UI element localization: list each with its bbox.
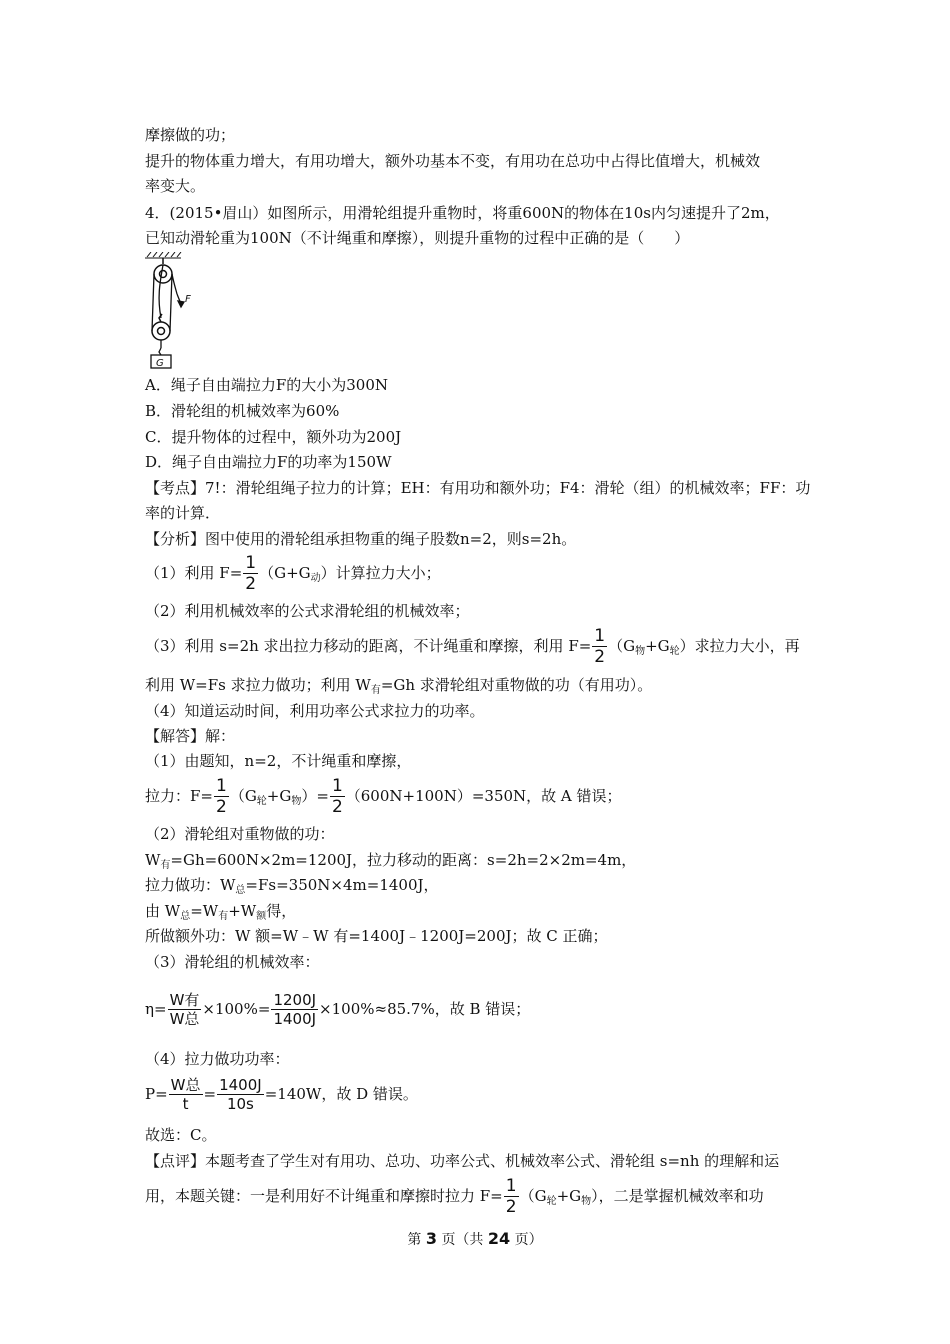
fixed-pulley (154, 258, 172, 283)
jieda-power-calc: P= $\frac{\text{W总}}{t}$ = $\frac{1400J}{10s}$ =140W，故 D 错误。 (145, 1076, 418, 1113)
dianping-line-1: 【点评】本题考查了学生对有用功、总功、功率公式、机械效率公式、滑轮组 s=nh 的理解和运 (145, 1152, 780, 1170)
line-3: 率变大。 (145, 177, 206, 195)
page-footer: 第 3 页（共 24 页） (407, 1229, 543, 1248)
fenxi-step-4: （4）知道运动时间，利用功率公式求拉力的功率。 (145, 702, 485, 720)
fraction-w-total-over-t: $\frac{\text{W总}}{t}$ (170, 1076, 201, 1113)
line-2: 提升的物体重力增大，有用功增大，额外功基本不变，有用功在总功中占得比值增大，机械效 (145, 152, 761, 170)
fraction-1400-over-10: $\frac{1400J}{10s}$ (219, 1076, 262, 1113)
kaodian-line-1: 【考点】7!：滑轮组绳子拉力的计算；EH：有用功和额外功；F4：滑轮（组）的机械效率；FF：功 (145, 479, 811, 497)
jieda-step-1: （1）由题知，n=2，不计绳重和摩擦， (145, 752, 412, 770)
fraction-half: $\frac{1}{2}$ (505, 1176, 517, 1217)
line-1: 摩擦做的功； (145, 126, 236, 144)
pulley-figure (143, 252, 198, 370)
jieda-total-work: 拉力做功：$W_总=Fs=350N\times 4m=1400J$， (145, 876, 439, 896)
jieda-step-4: （4）拉力做功功率： (145, 1050, 290, 1068)
fenxi-step-1: （1）利用 F= $\frac{1}{2}$ $(G+G_动)$计算拉力大小； (145, 553, 441, 594)
fraction-1200-over-1400: $\frac{1200J}{1400J}$ (273, 991, 317, 1028)
option-a: A．绳子自由端拉力F的大小为300N (145, 376, 388, 394)
fraction-w-useful-over-total: $\frac{\text{W有}}{\text{W总}}$ (169, 991, 200, 1028)
fenxi-step-3: （3）利用 s=2h 求出拉力移动的距离，不计绳重和摩擦，利用 F= $\frac{1}{2}$ $(G_物+G_轮)$求拉力大小，再 (145, 626, 800, 667)
jieda-efficiency-calc: η= $\frac{\text{W有}}{\text{W总}}$ ×100%= $\frac{1200J}{1400J}$ ×100%≈85.7%，故 B 错误； (145, 991, 531, 1028)
force-arrow (177, 294, 184, 307)
fenxi-step-2: （2）利用机械效率的公式求滑轮组的机械效率； (145, 602, 470, 620)
fenxi-heading: 【分析】图中使用的滑轮组承担物重的绳子股数n=2，则s=2h。 (145, 530, 577, 548)
answer-choice: 故选：C。 (145, 1126, 217, 1144)
fraction-half: $\frac{1}{2}$ (594, 626, 606, 667)
jieda-useful-work: $W_有=Gh=600N\times 2m=1200J$，拉力移动的距离：s=2h=2×2m=4m， (145, 851, 637, 871)
ropes (152, 265, 177, 331)
jieda-step-3: （3）滑轮组的机械效率： (145, 953, 320, 971)
weight-label: G (156, 358, 164, 369)
jieda-extra-work: 所做额外功：W 额=W﹣W 有=1400J﹣1200J=200J；故 C 正确； (145, 927, 608, 945)
jieda-step-2: （2）滑轮组对重物做的功： (145, 825, 335, 843)
dianping-line-2: 用，本题关键：一是利用好不计绳重和摩擦时拉力 F= $\frac{1}{2}$ $(G_轮+G_物)$，二是掌握机械效率和功 (145, 1176, 764, 1217)
fraction-half: $\frac{1}{2}$ (215, 776, 227, 817)
force-label: F (185, 294, 191, 305)
option-d: D．绳子自由端拉力F的功率为150W (145, 453, 392, 471)
option-c: C．提升物体的过程中，额外功为200J (145, 428, 402, 446)
jieda-heading: 【解答】解： (145, 727, 236, 745)
jieda-work-relation: 由 $W_总=W_有+W_额$得， (145, 902, 297, 922)
weight-hook (159, 340, 161, 355)
total-pages: 24 (487, 1229, 511, 1248)
option-b: B．滑轮组的机械效率为60% (145, 402, 340, 420)
jieda-force-calc: 拉力：F= $\frac{1}{2}$ $(G_轮+G_物)=$ $\frac{1}{2}$ （600N+100N）=350N，故 A 错误； (145, 776, 622, 817)
question-4-line-2: 已知动滑轮重为100N（不计绳重和摩擦），则提升重物的过程中正确的是（ ） (145, 229, 690, 247)
question-4-line-1: 4．(2015•眉山）如图所示，用滑轮组提升重物时，将重600N的物体在10s内匀速提升了2m， (145, 204, 780, 222)
kaodian-line-2: 率的计算． (145, 504, 221, 522)
fraction-half: $\frac{1}{2}$ (331, 776, 343, 817)
ceiling-hatch (145, 252, 181, 258)
page-number: 3 (425, 1229, 437, 1248)
fenxi-step-3b: 利用 W=Fs 求拉力做功；利用 $W_有=Gh$ 求滑轮组对重物做的功（有用功）。 (145, 676, 653, 696)
fraction-half: $\frac{1}{2}$ (245, 553, 257, 594)
